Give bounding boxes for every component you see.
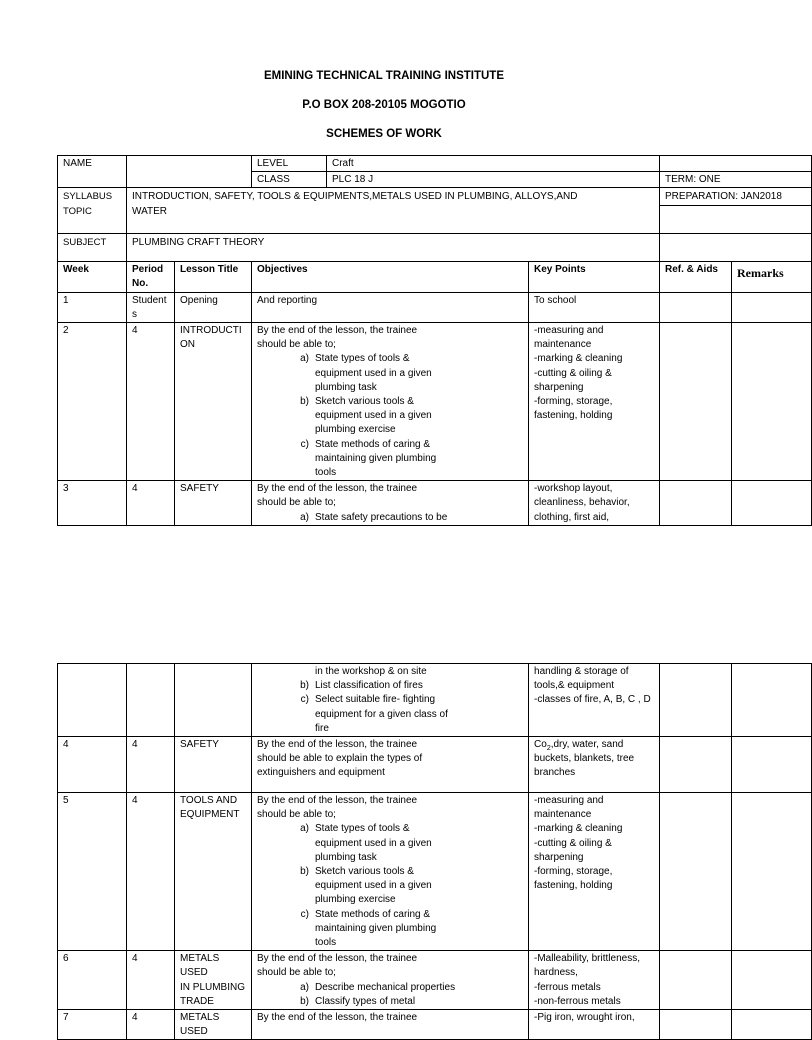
lesson-cell: METALS USED	[175, 1010, 252, 1040]
class-value: PLC 18 J	[327, 172, 660, 188]
term-blank	[660, 156, 812, 172]
syllabus-label: SYLLABUS TOPIC	[58, 188, 127, 233]
table-row	[58, 737, 812, 793]
table-row	[58, 323, 812, 481]
period-cell: 4	[127, 481, 175, 526]
objective-cell: By the end of the lesson, the trainee	[252, 1010, 529, 1040]
ref-cell	[660, 481, 732, 526]
lesson-cell: Opening	[175, 292, 252, 322]
lesson-cell: INTRODUCTI ON	[175, 323, 252, 481]
preparation-blank	[660, 205, 812, 233]
period-cell: 4	[127, 951, 175, 1010]
subject-label: SUBJECT	[58, 233, 127, 261]
period-cell: 4	[127, 737, 175, 793]
remarks-cell	[732, 481, 812, 526]
ref-cell	[660, 951, 732, 1010]
objective-cell: in the workshop & on site b) List classification of fires c) Select suitable fire- fighting equipment for a given class of fire	[252, 664, 529, 737]
col-week: Week	[58, 261, 127, 292]
institute-name: EMINING TECHNICAL TRAINING INSTITUTE	[263, 70, 504, 82]
col-remarks: Remarks	[732, 261, 812, 292]
column-header-row	[58, 261, 812, 292]
week-cell: 1	[58, 292, 127, 322]
subject-value: PLUMBING CRAFT THEORY	[127, 233, 660, 261]
remarks-cell	[732, 292, 812, 322]
key-points-cell: To school	[529, 292, 660, 322]
remarks-cell	[732, 1010, 812, 1040]
subject-blank	[660, 233, 812, 261]
table-row	[58, 481, 812, 526]
class-label: CLASS	[252, 172, 327, 188]
col-lesson-title: Lesson Title	[175, 261, 252, 292]
table-row	[58, 292, 812, 322]
ref-cell	[660, 1010, 732, 1040]
key-points-cell: $Co_2,dry$, water, sand buckets, blankets, tree branches	[529, 737, 660, 793]
remarks-cell	[732, 951, 812, 1010]
ref-cell	[660, 292, 732, 322]
remarks-cell	[732, 737, 812, 793]
ref-cell	[660, 664, 732, 737]
remarks-cell	[732, 664, 812, 737]
ref-cell	[660, 737, 732, 793]
col-key-points: Key Points	[529, 261, 660, 292]
week-cell: 4	[58, 737, 127, 793]
col-objectives: Objectives	[252, 261, 529, 292]
level-value: Craft	[327, 156, 660, 172]
table-row	[58, 951, 812, 1010]
lesson-cell: TOOLS AND EQUIPMENT	[175, 793, 252, 951]
preparation: PREPARATION: JAN2018	[660, 188, 812, 205]
table-row	[58, 1010, 812, 1040]
period-cell: Student s	[127, 292, 175, 322]
week-cell: 2	[58, 323, 127, 481]
document-title: SCHEMES OF WORK	[326, 128, 442, 140]
objective-cell: By the end of the lesson, the trainee should be able to; a) State types of tools & equipment used in a given plumbing task b) Sketch various tools & equipment used in a given plumbing exercise c) State methods of caring & maintaining given plumbing tools	[252, 793, 529, 951]
objective-cell: By the end of the lesson, the trainee should be able to; a) Describe mechanical properties b) Classify types of metal	[252, 951, 529, 1010]
institute-address: P.O BOX 208-20105 MOGOTIO	[302, 99, 466, 111]
name-label: NAME	[58, 156, 127, 188]
lesson-cell	[175, 664, 252, 737]
key-points-cell: -measuring and maintenance -marking & cleaning -cutting & oiling & sharpening -forming, storage, fastening, holding	[529, 323, 660, 481]
week-cell: 6	[58, 951, 127, 1010]
syllabus-topic: INTRODUCTION, SAFETY, TOOLS & EQUIPMENTS,METALS USED IN PLUMBING, ALLOYS,AND WATER	[127, 188, 660, 233]
table-row	[58, 793, 812, 951]
key-points-cell: handling & storage of tools,& equipment -classes of fire, A, B, C , D	[529, 664, 660, 737]
week-cell: 7	[58, 1010, 127, 1040]
term: TERM: ONE	[660, 172, 812, 188]
week-cell	[58, 664, 127, 737]
name-value	[127, 156, 252, 188]
lesson-cell: METALS USED IN PLUMBING TRADE	[175, 951, 252, 1010]
week-cell: 3	[58, 481, 127, 526]
objective-cell: By the end of the lesson, the trainee should be able to; a) State safety precautions to be	[252, 481, 529, 526]
period-cell	[127, 664, 175, 737]
objective-cell: And reporting	[252, 292, 529, 322]
key-points-cell: -workshop layout, cleanliness, behavior, clothing, first aid,	[529, 481, 660, 526]
period-cell: 4	[127, 323, 175, 481]
key-points-cell: -measuring and maintenance -marking & cleaning -cutting & oiling & sharpening -forming, storage, fastening, holding	[529, 793, 660, 951]
week-cell: 5	[58, 793, 127, 951]
objective-cell: By the end of the lesson, the trainee should be able to; a) State types of tools & equipment used in a given plumbing task b) Sketch various tools & equipment used in a given plumbing exercise c) State methods of caring & maintaining given plumbing tools	[252, 323, 529, 481]
lesson-cell: SAFETY	[175, 737, 252, 793]
key-points-cell: -Malleability, brittleness, hardness, -ferrous metals -non-ferrous metals	[529, 951, 660, 1010]
col-period: Period No.	[127, 261, 175, 292]
ref-cell	[660, 323, 732, 481]
ref-cell	[660, 793, 732, 951]
remarks-cell	[732, 793, 812, 951]
remarks-cell	[732, 323, 812, 481]
objective-cell: By the end of the lesson, the trainee should be able to explain the types of extinguishers and equipment	[252, 737, 529, 793]
period-cell: 4	[127, 793, 175, 951]
scheme-table-page-1	[57, 155, 812, 526]
col-ref-aids: Ref. & Aids	[660, 261, 732, 292]
table-row	[58, 664, 812, 737]
lesson-cell: SAFETY	[175, 481, 252, 526]
level-label: LEVEL	[252, 156, 327, 172]
period-cell: 4	[127, 1010, 175, 1040]
key-points-cell: -Pig iron, wrought iron,	[529, 1010, 660, 1040]
scheme-table-page-2	[57, 663, 812, 1040]
